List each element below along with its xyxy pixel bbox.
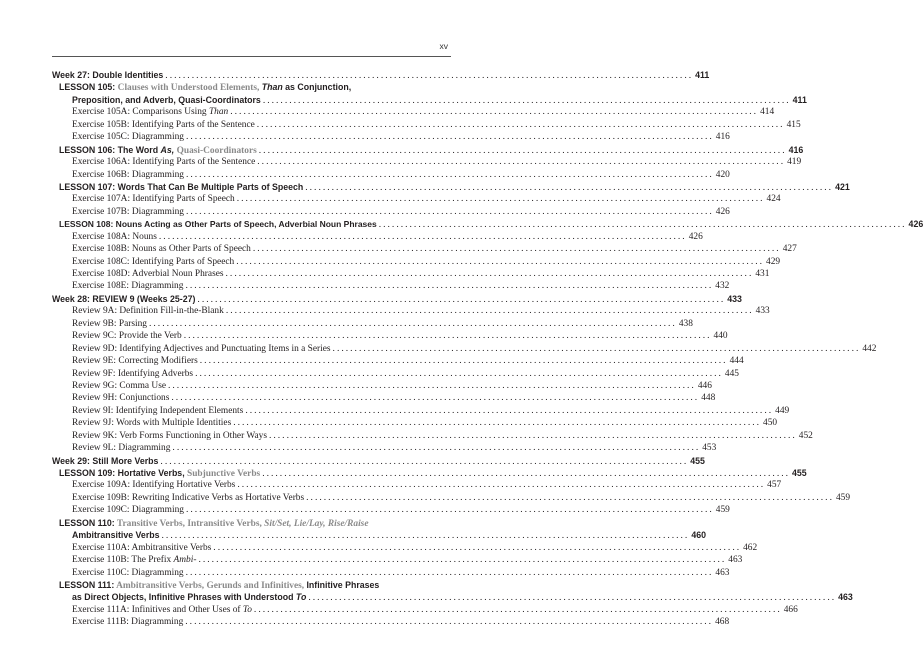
leader-dots: ........................................................................................................................ [262,468,791,479]
lesson-label: LESSON 110: [59,517,115,528]
toc-week-28[interactable] [52,293,742,305]
toc-exercise-110c[interactable] [52,566,730,579]
toc-week-title: Week 29: Still More Verbs [52,455,159,466]
lesson-title-gray: Clauses with Understood Elements, [117,83,262,94]
lesson-title-gray: Transitive Verbs, Intransitive Verbs, [114,518,265,529]
toc-exercise-105b[interactable] [52,118,801,131]
toc-page-number: 416 [715,132,730,143]
table-of-contents [52,69,923,629]
toc-exercise-107a[interactable] [52,193,781,205]
leader-dots: ........................................................................................................................ [258,144,787,156]
toc-week-title: Week 27: Double Identities [52,70,164,80]
toc-page-number: 429 [766,256,781,267]
toc-lesson-111-line2[interactable] [52,591,853,604]
leader-dots: ........................................................................................................................ [253,603,782,615]
toc-exercise-108b[interactable] [52,243,797,255]
lesson-title-rest: as Conjunction, [282,82,352,93]
toc-lesson-110-line2[interactable] [52,529,707,542]
exercise-title: Exercise 108D: Adverbial Noun Phrases [72,269,224,279]
toc-page-number: 424 [766,194,781,205]
leader-dots: ........................................................................................................................ [306,491,834,503]
leader-dots: ........................................................................................................................ [236,193,765,205]
lesson-label: LESSON 111: [59,579,115,590]
header-rule [52,56,451,57]
toc-page-number: 411 [792,94,807,105]
toc-lesson-107[interactable] [52,181,850,193]
exercise-title: Exercise 107A: Identifying Parts of Speech [72,194,235,205]
leader-dots: ........................................................................................................................ [225,268,754,279]
lesson-title: LESSON 107: Words That Can Be Multiple Parts of Speech [59,181,304,192]
toc-exercise-107b[interactable] [52,205,730,218]
leader-dots: ........................................................................................................................ [262,94,791,106]
toc-exercise-111b[interactable] [52,616,730,628]
leader-dots: ........................................................................................................................ [213,541,742,553]
page-number: xv [439,41,448,51]
toc-page-number: 433 [727,293,742,304]
toc-page-number: 426 [908,219,923,230]
exercise-title: Exercise 110C: Diagramming [72,567,184,578]
leader-dots: ........................................................................................................................ [237,479,766,491]
exercise-title: Exercise 108C: Identifying Parts of Speech [72,256,235,267]
toc-page-number: 463 [728,555,743,566]
toc-lesson-105-line2[interactable] [52,94,807,106]
toc-page-number: 431 [755,269,770,279]
exercise-title: Exercise 111B: Diagramming [72,617,184,628]
leader-dots: ........................................................................................................................ [257,156,786,168]
toc-lesson-110-line1[interactable] [52,517,451,529]
toc-page-number: 421 [835,181,850,192]
leader-dots: ........................................................................................................................ [185,205,714,217]
toc-page-number: 462 [743,542,758,553]
toc-review-item[interactable]: Review 9H: Conjunctions ........................................................................................................................ 448 [72,392,716,404]
exercise-title: Exercise 111A: Infinitives and Other Uses of To [72,604,252,615]
exercise-title: Exercise 106B: Diagramming [72,169,184,180]
toc-exercise-105a[interactable] [52,106,775,118]
toc-page-number: 411 [695,70,710,80]
toc-exercise-110b[interactable] [52,554,743,566]
toc-exercise-108a[interactable] [52,230,703,243]
exercise-title: Exercise 109A: Identifying Hortative Verbs [72,480,236,491]
toc-page-number: 459 [715,505,730,516]
toc-page-number: 419 [787,157,802,168]
leader-dots: ........................................................................................................................ [185,280,714,292]
exercise-title: Exercise 110A: Ambitransitive Verbs [72,542,212,553]
toc-page-number: 455 [690,455,705,466]
toc-page-number: 460 [691,530,707,541]
toc-review-item[interactable]: Review 9J: Words with Multiple Identities ........................................................................................................................ 450 [72,417,778,429]
lesson-title-rest: Infinitive Phrases [306,579,380,590]
toc-page-number: 463 [838,592,853,603]
leader-dots: ........................................................................................................................ [256,118,785,130]
toc-review-item[interactable]: Review 9C: Provide the Verb ........................................................................................................................ 440 [72,330,728,342]
toc-lesson-105-line1[interactable] [52,81,451,93]
toc-lesson-106[interactable] [52,144,804,156]
lesson-title-continued: Preposition, and Adverb, Quasi-Coordinators [72,94,261,105]
toc-lesson-108[interactable] [52,218,923,231]
toc-page-number: 466 [783,604,798,615]
exercise-title: Exercise 105A: Comparisons Using Than [72,107,229,118]
lesson-label: LESSON 105: [59,82,118,93]
lesson-title: LESSON 108: Nouns Acting as Other Parts of Speech, Adverbial Noun Phrases [59,219,377,230]
leader-dots: ........................................................................................................................ [185,131,714,143]
toc-exercise-109a[interactable] [52,479,782,491]
toc-page-number: 415 [786,119,801,130]
leader-dots: ........................................................................................................................ [185,566,714,578]
toc-page-number: 455 [792,468,807,478]
toc-page-number: 427 [782,244,797,255]
toc-page-number: 414 [760,107,775,118]
leader-dots: ........................................................................................................................ [158,230,687,242]
review-9-list [52,305,877,454]
toc-exercise-108d[interactable] [52,268,770,280]
toc-review-item[interactable]: Review 9I: Identifying Independent Elements ........................................................................................................................ 449 [72,404,790,416]
toc-review-item[interactable]: Review 9G: Comma Use ........................................................................................................................ 446 [72,379,712,391]
toc-exercise-106b[interactable] [52,168,730,181]
leader-dots: ........................................................................................................................ [165,70,694,81]
toc-review-item[interactable]: Review 9A: Definition Fill-in-the-Blank ........................................................................................................................ 433 [72,305,770,317]
toc-page-number: 463 [715,567,730,578]
leader-dots: ........................................................................................................................ [198,554,727,566]
toc-week-title: Week 28: REVIEW 9 (Weeks 25-27) [52,293,196,304]
toc-page-number: 416 [788,144,804,155]
exercise-title: Exercise 108A: Nouns [72,231,157,242]
leader-dots: ........................................................................................................................ [197,293,726,305]
leader-dots: ........................................................................................................................ [161,530,690,542]
toc-week-27[interactable] [52,69,710,81]
lesson-title-continued: as Direct Objects, Infinitive Phrases with Understood To [72,592,307,603]
lesson-title-italic: Than [261,82,283,93]
leader-dots: ........................................................................................................................ [305,181,834,193]
toc-page-number: 459 [835,492,851,503]
leader-dots: ........................................................................................................................ [185,616,714,628]
toc-exercise-111a[interactable] [52,603,798,616]
leader-dots: ........................................................................................................................ [185,168,714,180]
toc-page-number: 457 [767,480,782,491]
lesson-title: LESSON 109: Hortative Verbs, Subjunctive Verbs [59,468,261,479]
toc-review-item[interactable]: Review 9B: Parsing ........................................................................................................................ 438 [72,317,693,329]
exercise-title: Exercise 109B: Rewriting Indicative Verbs as Hortative Verbs [72,492,305,503]
leader-dots: ........................................................................................................................ [230,106,759,118]
toc-exercise-105c[interactable] [52,131,730,143]
leader-dots: ........................................................................................................................ [378,219,907,231]
leader-dots: ........................................................................................................................ [252,243,781,255]
toc-review-item[interactable]: Review 9F: Identifying Adverbs ........................................................................................................................ 445 [72,367,739,379]
toc-exercise-110a[interactable] [52,541,758,554]
toc-page-number: 426 [688,231,703,242]
toc-review-item[interactable]: Review 9E: Correcting Modifiers ........................................................................................................................ 444 [72,355,744,367]
toc-exercise-109b[interactable] [52,491,851,504]
toc-page-number: 426 [715,206,730,217]
exercise-title: Exercise 105C: Diagramming [72,132,184,143]
lesson-title: LESSON 106: The Word As, Quasi-Coordinators [59,144,257,156]
toc-lesson-111-line1[interactable] [52,579,451,591]
exercise-title: Exercise 107B: Diagramming [72,206,184,217]
exercise-title: Exercise 109C: Diagramming [72,505,184,516]
leader-dots: ........................................................................................................................ [236,255,765,267]
lesson-title-gray-italic: Sit/Set, Lie/Lay, Rise/Raise [264,518,369,529]
toc-exercise-106a[interactable] [52,156,802,168]
leader-dots: ........................................................................................................................ [308,592,837,604]
toc-lesson-109[interactable] [52,467,807,479]
leader-dots: ........................................................................................................................ [160,455,689,467]
leader-dots: ........................................................................................................................ [185,504,714,516]
lesson-title-gray: Ambitransitive Verbs, Gerunds and Infinitives, [114,580,307,591]
exercise-title: Exercise 108E: Diagramming [72,281,184,292]
toc-review-item[interactable]: Review 9L: Diagramming ........................................................................................................................ 453 [72,442,717,454]
toc-exercise-109c[interactable] [52,504,730,516]
toc-page-number: 468 [715,617,730,628]
toc-exercise-108c[interactable] [52,255,781,268]
toc-review-item[interactable]: Review 9K: Verb Forms Functioning in Other Ways ........................................................................................................................ 452 [72,429,813,441]
toc-exercise-108e[interactable] [52,280,730,292]
exercise-title: Exercise 105B: Identifying Parts of the Sentence [72,119,255,130]
toc-review-item[interactable]: Review 9D: Identifying Adjectives and Punctuating Items in a Series ........................................................................................................................ 442 [72,342,877,354]
toc-page-number: 432 [715,281,730,292]
exercise-title: Exercise 106A: Identifying Parts of the Sentence [72,157,256,168]
lesson-title-continued: Ambitransitive Verbs [72,530,160,541]
exercise-title: Exercise 108B: Nouns as Other Parts of Speech [72,244,251,255]
exercise-title: Exercise 110B: The Prefix Ambi- [72,555,197,566]
toc-page-number: 420 [715,169,730,180]
toc-week-29[interactable] [52,455,705,467]
